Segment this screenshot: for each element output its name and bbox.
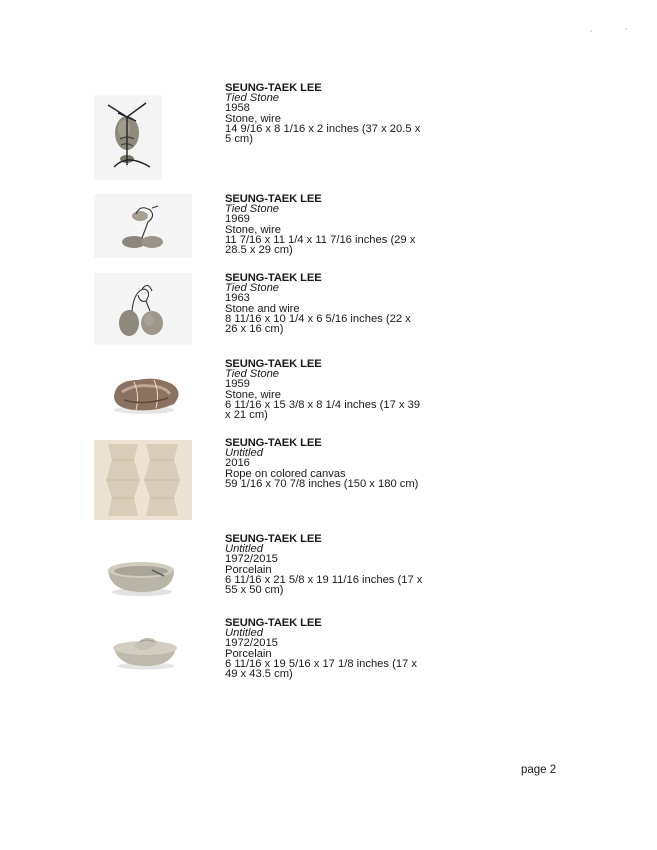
artwork-medium: Stone, wire [225,388,281,401]
artwork-title: Tied Stone [225,203,280,216]
tied-stone-1959-image [94,366,192,424]
scan-speck [625,28,627,30]
tied-stone-1963-image [94,273,192,345]
artwork-title: Tied Stone [225,92,280,105]
artwork-dimensions: 6 11/16 x 15 3/8 x 8 1/4 inches (17 x 39 x 21 cm) [225,398,421,422]
artwork-caption [225,83,425,144]
artwork-caption [225,194,425,255]
artist-name: SEUNG-TAEK LEE [225,437,322,449]
artwork-caption [225,534,425,595]
artwork-medium: Stone and wire [225,302,300,315]
artwork-dimensions: 14 9/16 x 8 1/16 x 2 inches (37 x 20.5 x 5 cm) [225,122,421,146]
page-number: page 2 [521,764,557,776]
artist-name: SEUNG-TAEK LEE [225,82,322,94]
porcelain-bowl-illustration [94,548,192,602]
artwork-caption [225,438,425,489]
artwork-year: 2016 [225,457,250,470]
artwork-medium: Stone, wire [225,112,281,125]
artist-name: SEUNG-TAEK LEE [225,272,322,284]
artwork-year: 1958 [225,102,250,115]
tied-stone-1969-illustration [94,194,192,258]
porcelain-dish-image [94,628,192,676]
artwork-title: Untitled [225,543,263,556]
artwork-caption [225,359,425,420]
artwork-title: Untitled [225,447,263,460]
artwork-dimensions: 11 7/16 x 11 1/4 x 11 7/16 inches (29 x 28.5 x 29 cm) [225,233,416,257]
scan-speck [590,30,592,32]
artist-name: SEUNG-TAEK LEE [225,533,322,545]
rope-canvas-image [94,440,192,520]
tied-stone-1969-image [94,194,192,258]
artwork-year: 1972/2015 [225,637,278,650]
tied-stone-1958-image [94,95,162,180]
porcelain-bowl-image [94,548,192,602]
artwork-caption [225,618,425,679]
artwork-dimensions: 6 11/16 x 21 5/8 x 19 11/16 inches (17 x 55 x 50 cm) [225,573,423,597]
artist-name: SEUNG-TAEK LEE [225,193,322,205]
tied-stone-1963-illustration [94,273,192,345]
artist-name: SEUNG-TAEK LEE [225,617,322,629]
artwork-dimensions: 6 11/16 x 19 5/16 x 17 1/8 inches (17 x 49 x 43.5 cm) [225,657,417,681]
artwork-medium: Stone, wire [225,223,281,236]
artwork-caption [225,273,425,334]
artwork-title: Untitled [225,627,263,640]
artwork-dimensions: 59 1/16 x 70 7/8 inches (150 x 180 cm) [225,477,419,490]
rope-canvas-illustration [94,440,192,520]
artwork-medium: Porcelain [225,647,272,660]
artwork-medium: Rope on colored canvas [225,467,346,480]
artwork-medium: Porcelain [225,563,272,576]
tied-stone-1959-illustration [94,366,192,424]
artist-name: SEUNG-TAEK LEE [225,358,322,370]
artwork-title: Tied Stone [225,282,280,295]
artwork-year: 1972/2015 [225,553,278,566]
artwork-year: 1959 [225,378,250,391]
artwork-dimensions: 8 11/16 x 10 1/4 x 6 5/16 inches (22 x 26 x 16 cm) [225,312,411,336]
tied-stone-1958-illustration [94,95,162,180]
artwork-title: Tied Stone [225,368,280,381]
porcelain-dish-illustration [94,628,192,676]
artwork-year: 1969 [225,213,250,226]
artwork-year: 1963 [225,292,250,305]
